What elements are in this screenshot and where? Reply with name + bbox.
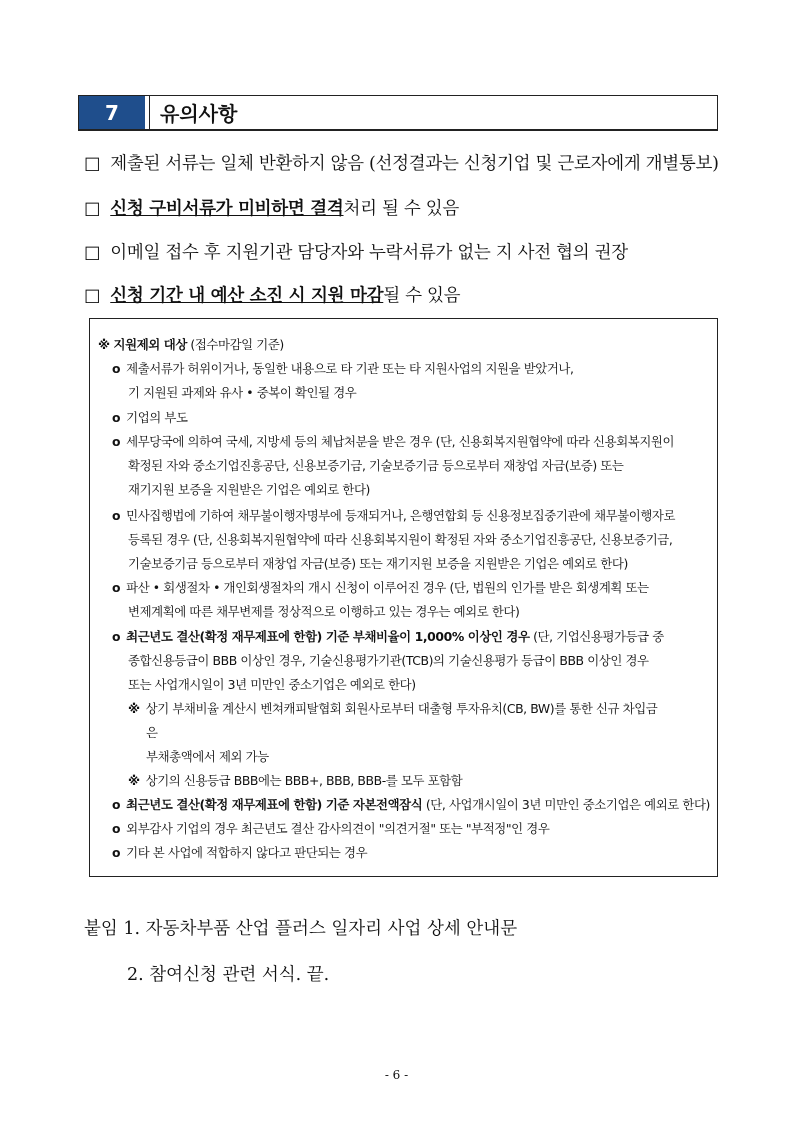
exclusion-line-text: 확정된 자와 중소기업진흥공단, 신용보증기금, 기술보증기금 등으로부터 재창업 자금(보증) 또는: [128, 458, 624, 473]
exclusion-line: [112, 359, 574, 377]
exclusion-line-text: (단, 사업개시일이 3년 미만인 중소기업은 예외로 한다): [422, 797, 710, 812]
notice-text: 제출된 서류는 일체 반환하지 않음 (선정결과는 신청기업 및 근로자에게 개별통보): [110, 154, 719, 174]
page-number: - 6 -: [384, 1068, 409, 1082]
exclusion-line: [128, 651, 649, 669]
bullet-circle-icon: o: [112, 797, 121, 812]
bullet-circle-icon: o: [112, 821, 121, 836]
exclusion-line: [128, 699, 657, 717]
section-number: 7: [79, 96, 145, 129]
bullet-circle-icon: o: [112, 580, 121, 595]
checkbox-icon: □: [84, 243, 101, 263]
exclusion-line: [128, 771, 462, 789]
exclusion-line-text: 외부감사 기업의 경우 최근년도 결산 감사의견이 "의견거절" 또는 "부적정"인 경우: [126, 821, 550, 836]
checkbox-icon: □: [84, 154, 101, 174]
attachment-line: 붙임 1. 자동차부품 산업 플러스 일자리 사업 상세 안내문: [84, 919, 518, 939]
section-title: 유의사항: [149, 96, 717, 129]
exclusion-line-text: 기타 본 사업에 적합하지 않다고 판단되는 경우: [126, 845, 368, 860]
exclusion-line: [112, 432, 674, 450]
bullet-circle-icon: o: [112, 361, 121, 376]
exclusion-line: [112, 408, 188, 426]
exclusion-line-text: 재기지원 보증을 지원받은 기업은 예외로 한다): [128, 482, 370, 497]
checkbox-icon: □: [84, 199, 101, 219]
notice-text: 처리 될 수 있음: [343, 199, 459, 219]
exclusion-line-text: 민사집행법에 기하여 채무불이행자명부에 등재되거나, 은행연합회 등 신용정보집중기관에 채무불이행자로: [126, 508, 676, 523]
exclusion-line-text: 상기의 신용등급 BBB에는 BBB+, BBB, BBB-를 모두 포함함: [145, 773, 463, 788]
exclusion-line-text: 등록된 경우 (단, 신용회복지원협약에 따라 신용회복지원이 확정된 자와 중소기업진흥공단, 신용보증기금,: [128, 532, 673, 547]
bullet-circle-icon: o: [112, 410, 121, 425]
notice-item: [84, 282, 460, 307]
exclusion-heading-note: (접수마감일 기준): [186, 337, 284, 352]
exclusion-line: [128, 554, 628, 572]
reference-mark-icon: ※: [128, 701, 140, 716]
exclusion-line: [112, 819, 549, 837]
bullet-circle-icon: o: [112, 629, 121, 644]
exclusion-line-text: 기업의 부도: [126, 410, 188, 425]
exclusion-line-text: 부채총액에서 제외 가능: [146, 749, 269, 764]
exclusion-line-text: 세무당국에 의하여 국세, 지방세 등의 체납처분을 받은 경우 (단, 신용회복지원협약에 따라 신용회복지원이: [126, 434, 675, 449]
exclusion-line: [146, 723, 158, 741]
exclusion-line-text: 또는 사업개시일이 3년 미만인 중소기업은 예외로 한다): [128, 677, 416, 692]
exclusion-line: [112, 795, 710, 813]
exclusion-line-text: 기술보증기금 등으로부터 재창업 자금(보증) 또는 재기지원 보증을 지원받은 기업은 예외로 한다): [128, 556, 628, 571]
exclusion-heading: [98, 335, 284, 353]
bullet-circle-icon: o: [112, 434, 121, 449]
bullet-circle-icon: o: [112, 845, 121, 860]
notice-emphasis: 신청 구비서류가 미비하면 결격: [110, 199, 344, 219]
exclusion-line-emphasis: 최근년도 결산(확정 재무제표에 한함) 기준 부채비율이 1,000% 이상인 경우: [126, 629, 530, 644]
notice-emphasis: 신청 기간 내 예산 소진 시 지원 마감: [110, 286, 384, 306]
exclusion-line-text: 상기 부채비율 계산시 벤쳐캐피탈협회 회원사로부터 대출형 투자유치(CB, BW)를 통한 신규 차입금: [145, 701, 658, 716]
exclusion-line: [128, 480, 370, 498]
exclusion-line-text: 파산 • 회생절차 • 개인회생절차의 개시 신청이 이루어진 경우 (단, 법원의 인가를 받은 회생계획 또는: [126, 580, 649, 595]
exclusion-line: [128, 602, 519, 620]
exclusion-line: [128, 456, 623, 474]
exclusion-line-text: 제출서류가 허위이거나, 동일한 내용으로 타 기관 또는 타 지원사업의 지원을 받았거나,: [126, 361, 574, 376]
exclusion-line: [128, 675, 416, 693]
exclusion-line-text: 기 지원된 과제와 유사 • 중복이 확인될 경우: [128, 385, 357, 400]
notice-text: 이메일 접수 후 지원기관 담당자와 누락서류가 없는 지 사전 협의 권장: [110, 243, 628, 263]
exclusion-line: [112, 627, 664, 645]
notice-text: 될 수 있음: [383, 286, 461, 306]
exclusion-line: [128, 530, 672, 548]
notice-item: [84, 150, 719, 175]
exclusion-line-text: 변제계획에 따른 채무변제를 정상적으로 이행하고 있는 경우는 예외로 한다): [128, 604, 520, 619]
notice-item: [84, 239, 628, 264]
exclusion-line-emphasis: 최근년도 결산(확정 재무제표에 한함) 기준 자본전액잠식: [126, 797, 423, 812]
checkbox-icon: □: [84, 286, 101, 306]
attachment-line: 2. 참여신청 관련 서식. 끝.: [127, 965, 330, 985]
exclusion-line: [146, 747, 269, 765]
section-header: [78, 95, 718, 131]
exclusion-line: [112, 843, 367, 861]
exclusion-line-text: (단, 기업신용평가등급 중: [529, 629, 664, 644]
exclusion-line: [112, 578, 649, 596]
exclusion-line: [128, 383, 356, 401]
bullet-circle-icon: o: [112, 508, 121, 523]
reference-mark-icon: ※: [128, 773, 140, 788]
exclusion-heading-label: ※ 지원제외 대상: [98, 337, 187, 352]
exclusion-line: [112, 506, 675, 524]
exclusion-line-text: 종합신용등급이 BBB 이상인 경우, 기술신용평가기관(TCB)의 기술신용평가 등급이 BBB 이상인 경우: [128, 653, 649, 668]
exclusion-box: [89, 318, 718, 877]
notice-item: [84, 195, 459, 220]
exclusion-line-text: 은: [146, 725, 158, 740]
